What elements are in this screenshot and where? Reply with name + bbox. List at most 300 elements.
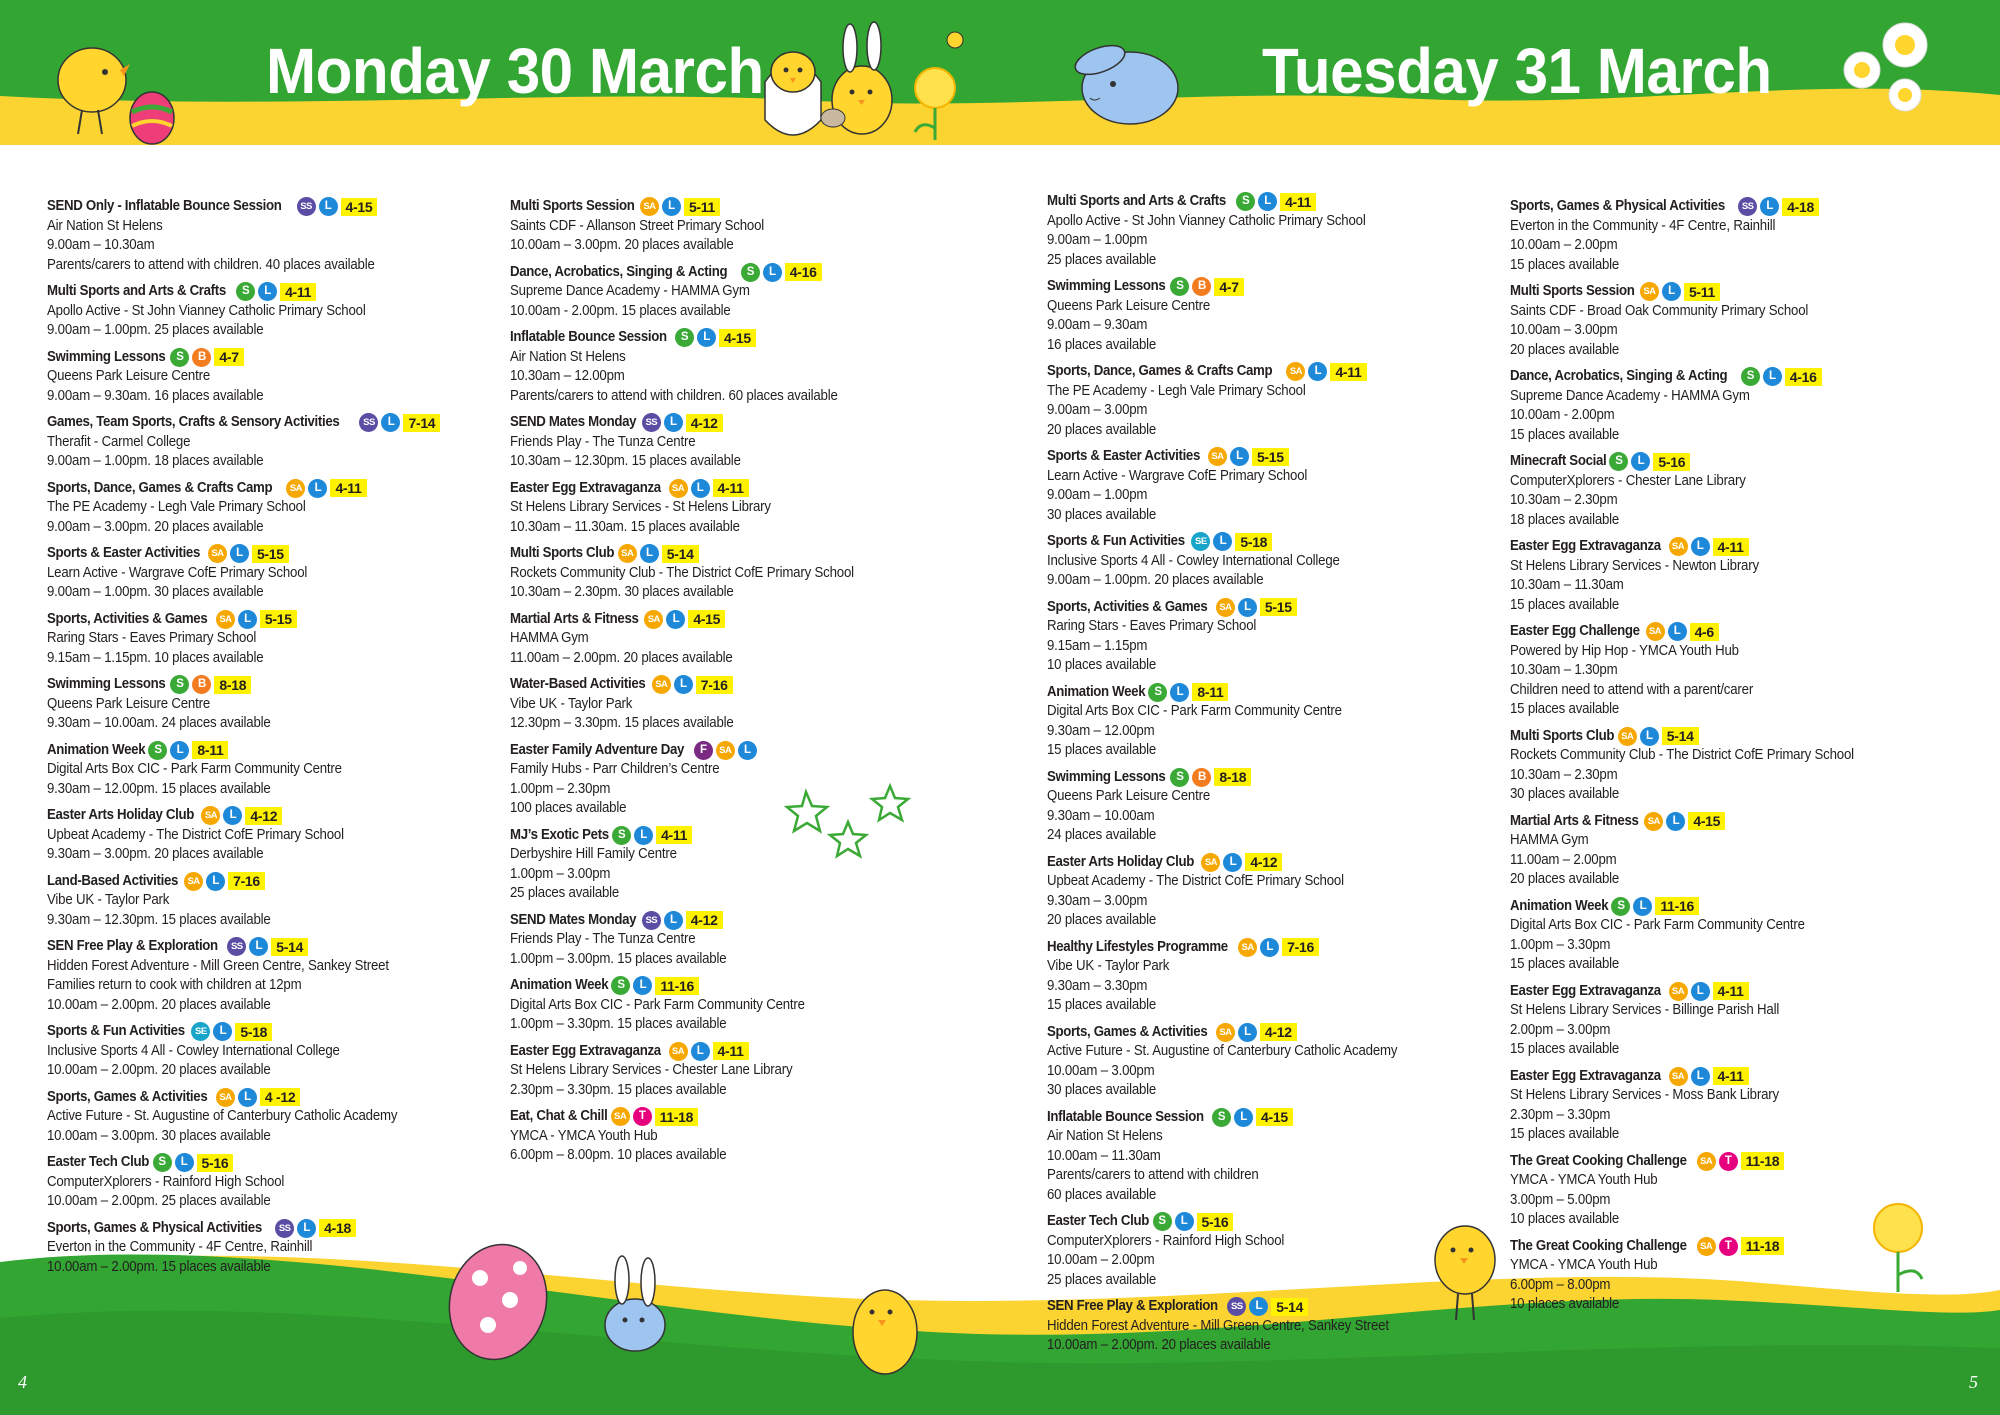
badge-sa-icon: SA (201, 806, 220, 825)
activity-detail-line: 9.30am – 10.00am. 24 places available (47, 715, 271, 731)
activity-title-row (1047, 1108, 1467, 1128)
activity-detail-line: 10.00am – 2.00pm. 15 places available (47, 1258, 271, 1275)
activity-entry (1510, 622, 1930, 720)
badge-l-icon: L (1691, 537, 1710, 556)
activity-detail-line: 3.00pm – 5.00pm (1510, 1191, 1611, 1208)
activity-entry (47, 872, 467, 931)
activity-detail-line: 10.30am – 11.30am. 15 places available (510, 518, 740, 535)
badge-l-icon: L (664, 413, 683, 432)
badge-l-icon: L (1170, 683, 1189, 702)
badge-sa-icon: SA (611, 1107, 630, 1126)
activity-detail-line: Hidden Forest Adventure - Mill Green Centre, Sankey Street (47, 957, 389, 974)
activity-detail-line: 10.30am – 12.30pm. 15 places available (510, 453, 741, 469)
age-range-badge: 5-14 (271, 938, 308, 956)
age-range-badge: 5-18 (1235, 533, 1272, 551)
activity-title-row (1510, 982, 1930, 1002)
activity-title-row (47, 806, 467, 826)
age-range-badge: 5-15 (1260, 598, 1297, 616)
activity-title-row (1510, 812, 1930, 832)
activity-detail-line: YMCA - YMCA Youth Hub (1510, 1172, 1658, 1188)
activity-detail-line: Raring Stars - Eaves Primary School (47, 630, 257, 646)
badge-l-icon: L (1633, 897, 1652, 916)
activity-detail-line: 20 places available (1510, 341, 1620, 358)
activity-detail-line: Family Hubs - Parr Children’s Centre (510, 761, 720, 777)
activity-detail-line: Learn Active - Wargrave CofE Primary School (1047, 467, 1308, 484)
activity-detail-line: St Helens Library Services - Moss Bank Library (1510, 1087, 1779, 1103)
activity-entry (1047, 768, 1467, 846)
activity-title: Sports & Easter Activities (1047, 448, 1201, 464)
badge-s-icon: S (170, 675, 189, 694)
activity-title-row (510, 675, 930, 695)
activity-title: SEND Mates Monday (510, 414, 637, 430)
activity-detail-line: 15 places available (1510, 1126, 1620, 1142)
activity-title: Sports & Easter Activities (47, 545, 201, 561)
activity-title: Sports, Dance, Games & Crafts Camp (1047, 363, 1273, 379)
badge-sa-icon: SA (1640, 282, 1659, 301)
activity-detail-line: 10.30am – 2.30pm. 30 places available (510, 584, 734, 600)
activity-detail-line: 9.30am – 3.30pm (1047, 977, 1148, 994)
activity-title-row (510, 197, 930, 217)
activity-title-row (1510, 622, 1930, 642)
activity-detail-line: HAMMA Gym (510, 630, 589, 646)
badge-l-icon: L (1668, 622, 1687, 641)
activity-detail-line: Parents/carers to attend with children. 40 places available (47, 256, 375, 273)
activity-title: Easter Egg Extravaganza (1510, 538, 1661, 554)
badge-b-icon: B (192, 348, 211, 367)
activity-title-row (1510, 367, 1930, 387)
activity-detail-line: Air Nation St Helens (1047, 1128, 1163, 1144)
activity-entry (1047, 362, 1467, 440)
activity-title: Easter Arts Holiday Club (47, 807, 195, 823)
activity-title-row (47, 544, 467, 564)
activity-entry (510, 976, 930, 1035)
badge-b-icon: B (1192, 277, 1211, 296)
activity-detail-line: 20 places available (1510, 871, 1620, 887)
activity-detail-line: Raring Stars - Eaves Primary School (1047, 618, 1257, 634)
activity-title-row (510, 479, 930, 499)
schedule-column-3 (1047, 192, 1467, 1363)
activity-detail-line: St Helens Library Services - Billinge Parish Hall (1510, 1002, 1780, 1018)
activity-detail-line: 15 places available (1510, 956, 1620, 972)
badge-s-icon: S (1212, 1108, 1231, 1127)
activity-title-row (47, 413, 467, 433)
age-range-badge: 4-11 (713, 1042, 749, 1060)
badge-s-icon: S (1611, 897, 1630, 916)
activity-entry (47, 937, 467, 1015)
badge-s-icon: S (675, 328, 694, 347)
activity-detail-line: Queens Park Leisure Centre (1047, 788, 1211, 804)
activity-title: Games, Team Sports, Crafts & Sensory Activities (47, 414, 340, 430)
activity-title-row (47, 610, 467, 630)
activity-detail-line: Derbyshire Hill Family Centre (510, 846, 677, 862)
activity-detail-line: Upbeat Academy - The District CofE Primary School (1047, 873, 1344, 889)
activity-title-row (510, 610, 930, 630)
activity-title-row (510, 263, 930, 283)
badge-l-icon: L (238, 610, 257, 629)
activity-title: The Great Cooking Challenge (1510, 1152, 1687, 1169)
activity-detail-line: 10.00am – 2.00pm. 25 places available (47, 1193, 271, 1209)
age-range-badge: 5-11 (1684, 283, 1720, 301)
activity-entry (1510, 367, 1930, 445)
badge-l-icon: L (297, 1219, 316, 1238)
activity-detail-line: St Helens Library Services - Newton Library (1510, 557, 1759, 574)
badge-sa-icon: SA (669, 1042, 688, 1061)
activity-detail-line: 25 places available (1047, 1271, 1157, 1288)
activity-detail-line: ComputerXplorers - Rainford High School (47, 1173, 285, 1190)
activity-detail-line: HAMMA Gym (1510, 832, 1589, 848)
badge-s-icon: S (1153, 1212, 1172, 1231)
activity-title-row (47, 741, 467, 761)
activity-title-row (1047, 532, 1467, 552)
activity-title: Sports, Games & Activities (1047, 1023, 1208, 1040)
activity-detail-line: 10 places available (1510, 1296, 1620, 1312)
activity-title-row (1047, 1297, 1467, 1317)
activity-entry (1047, 853, 1467, 931)
badge-l-icon: L (640, 544, 659, 563)
badge-l-icon: L (1260, 938, 1279, 957)
activity-detail-line: Saints CDF - Broad Oak Community Primary School (1510, 302, 1809, 319)
activity-entry (1047, 192, 1467, 270)
activity-detail-line: Vibe UK - Taylor Park (1047, 958, 1170, 974)
badge-sa-icon: SA (1646, 622, 1665, 641)
activity-detail-line: Hidden Forest Adventure - Mill Green Centre, Sankey Street (1047, 1317, 1389, 1334)
activity-title-row (47, 479, 467, 499)
age-range-badge: 4-7 (1214, 278, 1243, 296)
badge-sa-icon: SA (640, 197, 659, 216)
badge-sa-icon: SA (1618, 727, 1637, 746)
activity-title: Inflatable Bounce Session (510, 329, 667, 345)
badge-l-icon: L (1662, 282, 1681, 301)
activity-title: Sports, Games & Physical Activities (47, 1219, 262, 1236)
age-range-badge: 4-15 (688, 610, 725, 628)
activity-detail-line: 9.30am – 3.00pm (1047, 892, 1148, 909)
activity-detail-line: 25 places available (510, 885, 620, 901)
activity-detail-line: YMCA - YMCA Youth Hub (510, 1127, 658, 1144)
activity-title: Sports, Games & Activities (47, 1088, 208, 1105)
activity-detail-line: 9.00am – 1.00pm. 20 places available (1047, 572, 1264, 588)
activity-entry (510, 826, 930, 904)
age-range-badge: 4-11 (1713, 538, 1749, 556)
activity-detail-line: 10.00am – 2.00pm. 20 places available (47, 996, 271, 1013)
activity-detail-line: 9.00am – 1.00pm (1047, 232, 1148, 248)
activity-title-row (1047, 938, 1467, 958)
activity-title: Eat, Chat & Chill (510, 1108, 608, 1124)
activity-title: Easter Tech Club (47, 1154, 150, 1170)
badge-l-icon: L (763, 263, 782, 282)
age-range-badge: 4-12 (245, 807, 282, 825)
activity-title: Swimming Lessons (1047, 278, 1166, 294)
badge-sa-icon: SA (208, 544, 227, 563)
activity-title: Easter Egg Extravaganza (510, 479, 661, 496)
badge-sa-icon: SA (644, 610, 663, 629)
age-range-badge: 11-16 (1655, 897, 1699, 915)
activity-title-row (1510, 282, 1930, 302)
activity-detail-line: 10 places available (1047, 657, 1157, 673)
badge-sa-icon: SA (1216, 598, 1235, 617)
activity-entry (510, 479, 930, 538)
activity-title-row (510, 976, 930, 996)
activity-detail-line: 30 places available (1047, 1082, 1157, 1098)
activity-title: SEN Free Play & Exploration (1047, 1298, 1218, 1314)
activity-detail-line: ComputerXplorers - Rainford High School (1047, 1232, 1285, 1249)
age-range-badge: 4-16 (785, 263, 822, 281)
activity-title-row (1047, 1212, 1467, 1232)
badge-sa-icon: SA (716, 741, 735, 760)
age-range-badge: 5-18 (235, 1023, 272, 1041)
activity-title-row (47, 348, 467, 368)
badge-l-icon: L (1631, 452, 1650, 471)
activity-title: Easter Arts Holiday Club (1047, 853, 1195, 870)
age-range-badge: 4-11 (1330, 363, 1366, 381)
activity-detail-line: 1.00pm – 3.00pm. 15 places available (510, 950, 727, 967)
page-title-left: Monday 30 March (266, 35, 764, 107)
activity-detail-line: 9.15am – 1.15pm (1047, 637, 1148, 654)
age-range-badge: 7-16 (696, 676, 733, 694)
activity-title-row (1047, 853, 1467, 873)
badge-l-icon: L (634, 826, 653, 845)
activity-title: Multi Sports Club (1510, 727, 1615, 744)
badge-s-icon: S (148, 741, 167, 760)
activity-title: Multi Sports Session (510, 198, 635, 214)
age-range-badge: 4-7 (214, 348, 243, 366)
age-range-badge: 11-18 (655, 1108, 699, 1126)
age-range-badge: 4-11 (1280, 193, 1316, 211)
activity-detail-line: 9.30am – 3.00pm. 20 places available (47, 846, 264, 862)
activity-detail-line: 1.00pm – 3.30pm. 15 places available (510, 1016, 727, 1032)
activity-entry (1510, 812, 1930, 890)
activity-detail-line: Digital Arts Box CIC - Park Farm Community Centre (47, 761, 342, 777)
activity-title: Sports & Fun Activities (47, 1023, 185, 1039)
activity-entry (47, 610, 467, 669)
age-range-badge: 5-16 (1197, 1213, 1234, 1231)
activity-title-row (510, 911, 930, 931)
activity-detail-line: 15 places available (1047, 742, 1157, 758)
activity-title: Multi Sports Session (1510, 283, 1635, 299)
activity-detail-line: 16 places available (1047, 336, 1157, 353)
activity-detail-line: Digital Arts Box CIC - Park Farm Community Centre (510, 996, 805, 1013)
badge-l-icon: L (1238, 598, 1257, 617)
badge-l-icon: L (1230, 447, 1249, 466)
activity-detail-line: St Helens Library Services - Chester Lane Library (510, 1062, 793, 1078)
activity-title: Dance, Acrobatics, Singing & Acting (510, 263, 728, 280)
activity-title-row (1510, 897, 1930, 917)
activity-detail-line: Learn Active - Wargrave CofE Primary School (47, 564, 308, 581)
badge-sa-icon: SA (1669, 537, 1688, 556)
activity-title: Sports, Games & Physical Activities (1510, 198, 1725, 214)
age-range-badge: 5-11 (684, 198, 720, 216)
activity-entry (1510, 452, 1930, 530)
badge-l-icon: L (238, 1088, 257, 1107)
activity-detail-line: Friends Play - The Tunza Centre (510, 433, 696, 450)
activity-title-row (1510, 1067, 1930, 1087)
badge-l-icon: L (381, 413, 400, 432)
activity-detail-line: The PE Academy - Legh Vale Primary School (47, 499, 306, 515)
activity-entry (1047, 598, 1467, 676)
activity-title-row (47, 1088, 467, 1108)
activity-entry (1510, 1067, 1930, 1145)
age-range-badge: 8-11 (192, 741, 228, 759)
activity-detail-line: Everton in the Community - 4F Centre, Rainhill (1510, 217, 1776, 234)
age-range-badge: 5-14 (1662, 727, 1699, 745)
activity-detail-line: YMCA - YMCA Youth Hub (1510, 1257, 1658, 1273)
activity-entry (1047, 1297, 1467, 1356)
age-range-badge: 4 -12 (260, 1088, 300, 1106)
activity-title: Easter Egg Challenge (1510, 623, 1640, 639)
activity-detail-line: Active Future - St. Augustine of Canterbury Catholic Academy (1047, 1043, 1398, 1059)
badge-ss-icon: SS (642, 911, 661, 930)
badge-l-icon: L (1234, 1108, 1253, 1127)
activity-entry (510, 544, 930, 603)
badge-s-icon: S (236, 282, 255, 301)
activity-entry (47, 348, 467, 407)
badge-s-icon: S (1236, 192, 1255, 211)
activity-detail-line: Queens Park Leisure Centre (47, 695, 211, 712)
activity-detail-line: Everton in the Community - 4F Centre, Rainhill (47, 1239, 313, 1255)
activity-detail-line: 11.00am – 2.00pm. 20 places available (510, 649, 733, 666)
badge-sa-icon: SA (216, 1088, 235, 1107)
badge-s-icon: S (1170, 768, 1189, 787)
activity-detail-line: 12.30pm – 3.30pm. 15 places available (510, 715, 734, 731)
activity-title-row (1047, 362, 1467, 382)
activity-entry (1047, 1108, 1467, 1206)
activity-detail-line: 2.30pm – 3.30pm. 15 places available (510, 1081, 727, 1098)
activity-title-row (1047, 447, 1467, 467)
activity-detail-line: Children need to attend with a parent/carer (1510, 681, 1754, 698)
age-range-badge: 4-12 (686, 414, 723, 432)
activity-detail-line: ComputerXplorers - Chester Lane Library (1510, 472, 1746, 489)
badge-l-icon: L (213, 1022, 232, 1041)
age-range-badge: 4-15 (1688, 812, 1725, 830)
badge-s-icon: S (1148, 683, 1167, 702)
badge-l-icon: L (1249, 1297, 1268, 1316)
age-range-badge: 5-14 (662, 545, 699, 563)
activity-title-row (1510, 197, 1930, 217)
badge-l-icon: L (633, 976, 652, 995)
schedule-column-2 (510, 197, 930, 1173)
activity-title-row (1047, 598, 1467, 618)
activity-detail-line: 30 places available (1047, 506, 1157, 523)
activity-detail-line: Queens Park Leisure Centre (47, 368, 211, 384)
age-range-badge: 11-18 (1741, 1237, 1785, 1255)
age-range-badge: 4-6 (1690, 623, 1719, 641)
badge-se-icon: SE (1191, 532, 1210, 551)
badge-ss-icon: SS (359, 413, 378, 432)
activity-detail-line: 10.00am – 2.00pm. 20 places available (1047, 1337, 1271, 1353)
activity-title-row (47, 872, 467, 892)
badge-l-icon: L (738, 741, 757, 760)
activity-entry (510, 197, 930, 256)
badge-s-icon: S (1741, 367, 1760, 386)
activity-entry (510, 1042, 930, 1101)
age-range-badge: 4-15 (341, 198, 378, 216)
activity-entry (1047, 1212, 1467, 1290)
activity-title: Sports, Dance, Games & Crafts Camp (47, 479, 273, 496)
badge-l-icon: L (230, 544, 249, 563)
activity-detail-line: 10.00am – 2.00pm (1510, 237, 1618, 253)
badge-s-icon: S (1170, 277, 1189, 296)
activity-detail-line: 10.00am – 3.00pm (1047, 1062, 1155, 1079)
badge-l-icon: L (1308, 362, 1327, 381)
activity-detail-line: Parents/carers to attend with children. 60 places available (510, 387, 838, 404)
activity-entry (1510, 1237, 1930, 1315)
activity-title: Inflatable Bounce Session (1047, 1108, 1204, 1125)
badge-sa-icon: SA (1286, 362, 1305, 381)
activity-detail-line: 2.30pm – 3.30pm (1510, 1106, 1611, 1123)
age-range-badge: 4-11 (1713, 1067, 1749, 1085)
activity-detail-line: 9.30am – 12.30pm. 15 places available (47, 911, 271, 928)
badge-l-icon: L (319, 197, 338, 216)
badge-l-icon: L (664, 911, 683, 930)
age-range-badge: 4-18 (1782, 198, 1819, 216)
activity-detail-line: 9.30am – 12.00pm (1047, 722, 1155, 739)
activity-title: Swimming Lessons (1047, 768, 1166, 785)
activity-detail-line: 9.00am – 10.30am (47, 237, 155, 253)
activity-title: SEN Free Play & Exploration (47, 938, 218, 954)
age-range-badge: 4-12 (1245, 853, 1282, 871)
activity-detail-line: 30 places available (1510, 786, 1620, 802)
activity-detail-line: 15 places available (1047, 997, 1157, 1013)
activity-title: The Great Cooking Challenge (1510, 1237, 1687, 1254)
activity-title-row (47, 282, 467, 302)
badge-l-icon: L (1760, 197, 1779, 216)
activity-entry (510, 1107, 930, 1166)
activity-title-row (1510, 537, 1930, 557)
activity-title: Multi Sports and Arts & Crafts (1047, 193, 1226, 209)
badge-l-icon: L (206, 872, 225, 891)
badge-l-icon: L (1763, 367, 1782, 386)
activity-detail-line: Air Nation St Helens (510, 348, 626, 365)
age-range-badge: 8-18 (1214, 768, 1251, 786)
activity-title: Easter Family Adventure Day (510, 741, 685, 758)
activity-detail-line: 9.30am – 10.00am (1047, 807, 1155, 824)
activity-detail-line: 9.00am – 1.00pm. 30 places available (47, 584, 264, 600)
activity-entry (47, 1088, 467, 1147)
activity-detail-line: 10.30am – 1.30pm (1510, 662, 1618, 678)
activity-title: Sports & Fun Activities (1047, 533, 1185, 549)
activity-detail-line: 9.00am – 3.00pm. 20 places available (47, 518, 264, 535)
age-range-badge: 8-11 (1192, 683, 1228, 701)
activity-detail-line: 1.00pm – 2.30pm (510, 780, 611, 797)
badge-s-icon: S (1609, 452, 1628, 471)
activity-detail-line: Digital Arts Box CIC - Park Farm Community Centre (1510, 917, 1805, 933)
activity-title-row (1047, 683, 1467, 703)
activity-title: Swimming Lessons (47, 676, 166, 692)
activity-title: Land-Based Activities (47, 872, 179, 889)
badge-sa-icon: SA (1669, 1067, 1688, 1086)
activity-detail-line: Active Future - St. Augustine of Canterbury Catholic Academy (47, 1108, 398, 1124)
badge-ss-icon: SS (1227, 1297, 1246, 1316)
activity-detail-line: 9.30am – 12.00pm. 15 places available (47, 780, 271, 797)
activity-entry (510, 413, 930, 472)
age-range-badge: 4-11 (280, 283, 316, 301)
badge-sa-icon: SA (652, 675, 671, 694)
activity-detail-line: Apollo Active - St John Vianney Catholic Primary School (1047, 212, 1366, 229)
activity-title-row (47, 197, 467, 217)
badge-l-icon: L (674, 675, 693, 694)
age-range-badge: 4-12 (686, 911, 723, 929)
activity-entry (1510, 982, 1930, 1060)
activity-detail-line: Inclusive Sports 4 All - Cowley International College (47, 1042, 340, 1059)
activity-detail-line: 18 places available (1510, 511, 1620, 528)
activity-entry (510, 911, 930, 970)
activity-entry (47, 197, 467, 275)
activity-detail-line: Supreme Dance Academy - HAMMA Gym (1510, 387, 1750, 404)
chick-in-egg-illustration (765, 52, 821, 135)
badge-l-icon: L (170, 741, 189, 760)
badge-sa-icon: SA (618, 544, 637, 563)
activity-title: Sports, Activities & Games (1047, 598, 1208, 615)
badge-l-icon: L (662, 197, 681, 216)
